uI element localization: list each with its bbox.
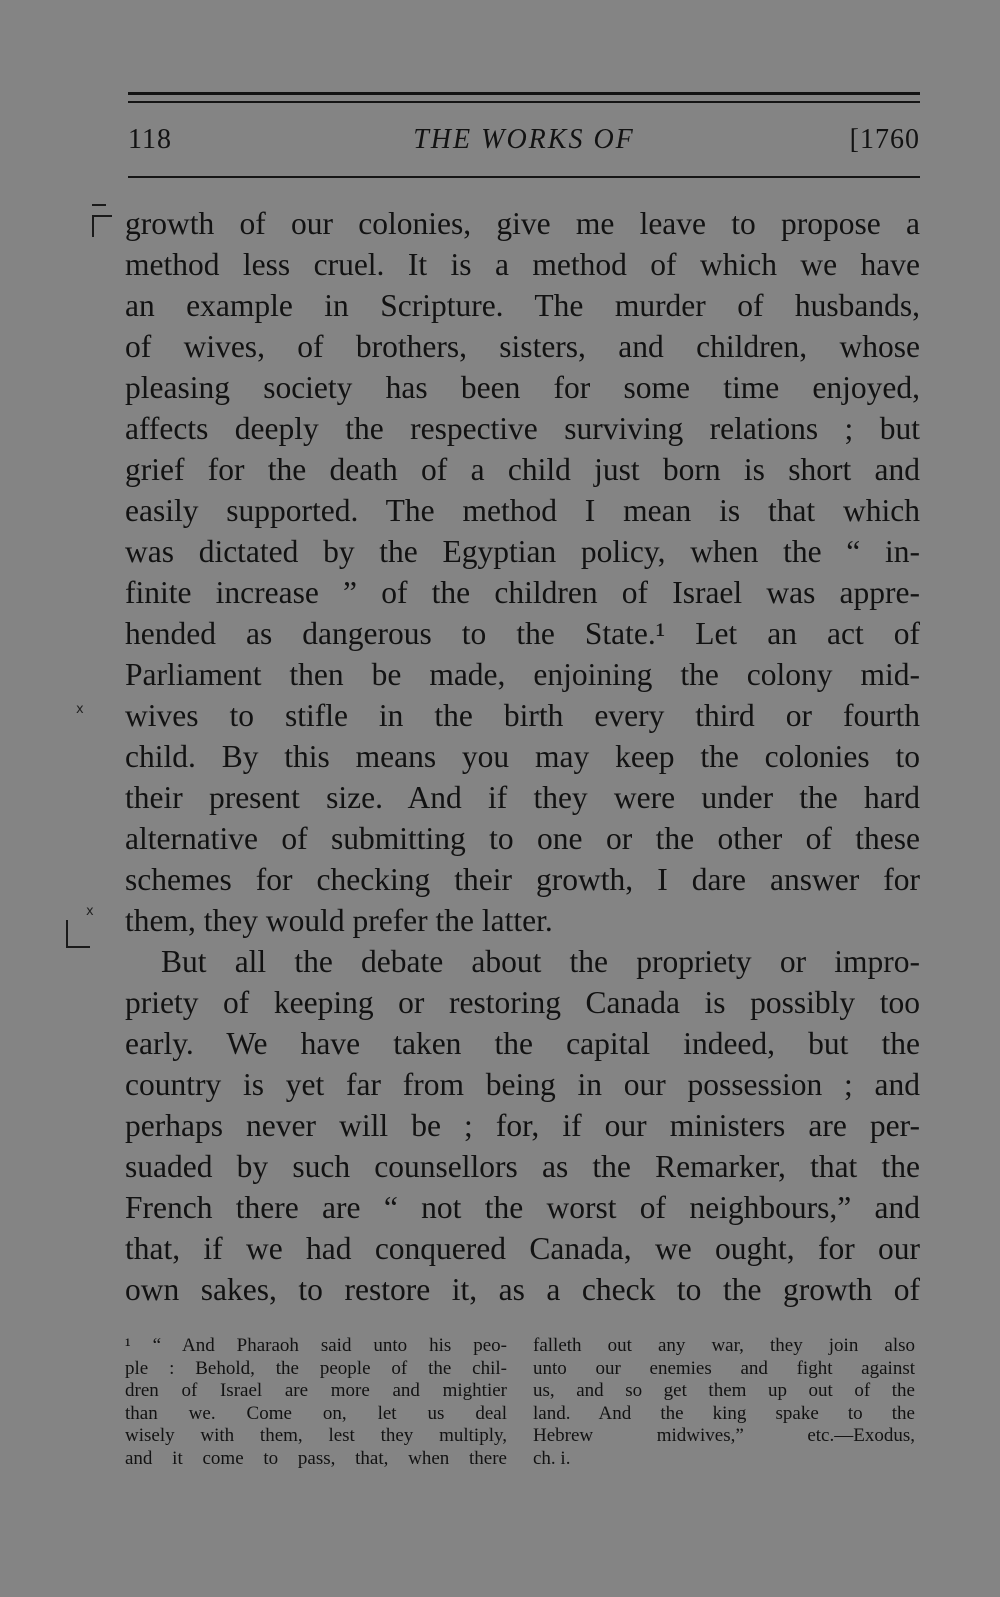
- margin-bracket-tick: [92, 204, 106, 206]
- header-rule-second: [128, 101, 920, 103]
- text-line: was dictated by the Egyptian policy, when the “ in-: [125, 534, 920, 569]
- running-year: [1760: [849, 124, 920, 155]
- footnote-line: falleth out any war, they join also: [533, 1335, 915, 1356]
- body-text: [125, 203, 920, 1310]
- footnote-line: and it come to pass, that, when there: [125, 1447, 507, 1469]
- text-line: grief for the death of a child just born is short and: [125, 452, 920, 487]
- text-line: own sakes, to restore it, as a check to the growth of: [125, 1272, 920, 1307]
- text-line: an example in Scripture. The murder of husbands,: [125, 288, 920, 323]
- footnote-line: ¹ “ And Pharaoh said unto his peo-: [125, 1335, 507, 1356]
- footnote-line: than we. Come on, let us deal: [125, 1402, 507, 1424]
- running-title: THE WORKS OF: [413, 124, 635, 155]
- text-line: that, if we had conquered Canada, we ought, for our: [125, 1231, 920, 1266]
- text-line: growth of our colonies, give me leave to propose a: [125, 206, 920, 241]
- margin-bracket-top: [92, 215, 112, 237]
- text-line: wives to stifle in the birth every third or fourth: [125, 698, 920, 733]
- page-number: 118: [128, 124, 172, 155]
- text-line: them, they would prefer the latter.: [125, 903, 553, 938]
- header-rule-bottom: [128, 176, 920, 178]
- text-line: early. We have taken the capital indeed, but the: [125, 1026, 920, 1061]
- text-line: alternative of submitting to one or the other of these: [125, 821, 920, 856]
- text-line: affects deeply the respective surviving relations ; but: [125, 411, 920, 446]
- footnote-line: ple : Behold, the people of the chil-: [125, 1357, 507, 1379]
- text-line: child. By this means you may keep the colonies to: [125, 739, 920, 774]
- footnote-right-column: [533, 1335, 915, 1470]
- text-line: Parliament then be made, enjoining the colony mid-: [125, 657, 920, 692]
- footnote-line: wisely with them, lest they multiply,: [125, 1425, 507, 1446]
- margin-mark-1: x: [76, 702, 84, 717]
- running-head: [128, 124, 920, 160]
- text-line: French there are “ not the worst of neighbours,” and: [125, 1190, 920, 1225]
- text-line: perhaps never will be ; for, if our ministers are per-: [125, 1108, 920, 1143]
- text-line: But all the debate about the propriety or impro-: [161, 944, 920, 979]
- text-line: finite increase ” of the children of Israel was appre-: [125, 575, 920, 610]
- footnote-line: unto our enemies and fight against: [533, 1357, 915, 1379]
- margin-bracket-bottom: [66, 920, 90, 948]
- footnote-line: dren of Israel are more and mightier: [125, 1380, 507, 1401]
- text-line: easily supported. The method I mean is that which: [125, 493, 920, 528]
- text-line: priety of keeping or restoring Canada is possibly too: [125, 985, 920, 1020]
- footnote-line: Hebrew midwives,” etc.—Exodus,: [533, 1425, 915, 1446]
- text-line: hended as dangerous to the State.¹ Let an act of: [125, 616, 920, 651]
- text-line: method less cruel. It is a method of which we have: [125, 247, 920, 282]
- margin-mark-2: x: [86, 904, 94, 919]
- footnote-line: land. And the king spake to the: [533, 1402, 915, 1424]
- footnote-line: us, and so get them up out of the: [533, 1380, 915, 1401]
- text-line: pleasing society has been for some time enjoyed,: [125, 370, 920, 405]
- footnote-left-column: [125, 1335, 507, 1470]
- text-line: country is yet far from being in our possession ; and: [125, 1067, 920, 1102]
- text-line: of wives, of brothers, sisters, and children, whose: [125, 329, 920, 364]
- footnote-line: ch. i.: [533, 1447, 571, 1469]
- text-line: suaded by such counsellors as the Remarker, that the: [125, 1149, 920, 1184]
- text-line: schemes for checking their growth, I dare answer for: [125, 862, 920, 897]
- header-rule-top: [128, 92, 920, 95]
- text-line: their present size. And if they were under the hard: [125, 780, 920, 815]
